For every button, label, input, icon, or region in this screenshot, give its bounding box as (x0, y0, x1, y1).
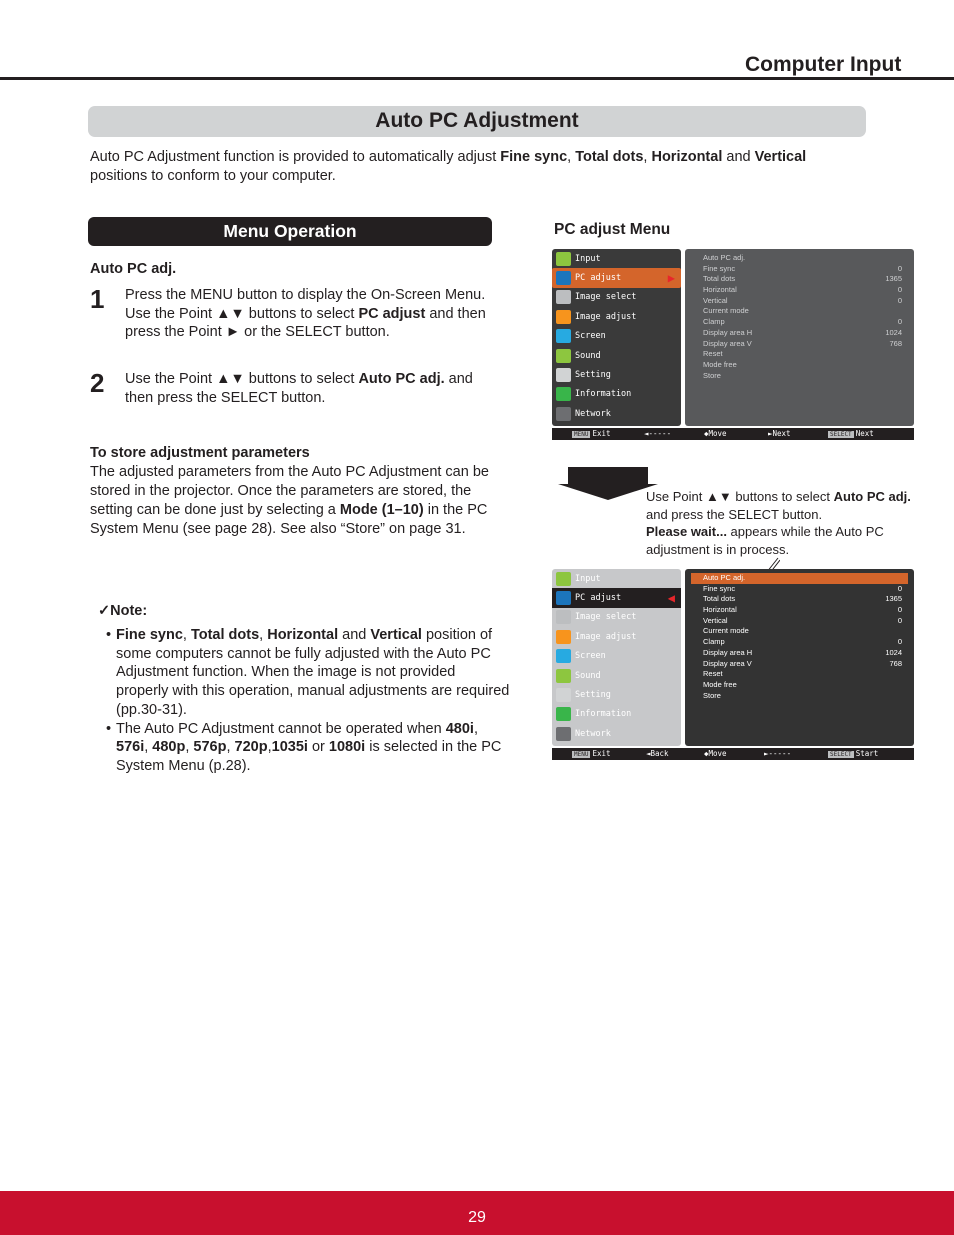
osd-row[interactable]: Display area H 1024 (703, 327, 902, 337)
image-adjust-icon (556, 310, 571, 324)
screen-icon (556, 329, 571, 343)
osd-row[interactable]: Display area H 1024 (703, 647, 902, 657)
osd-submenu (685, 249, 914, 426)
osd-row[interactable]: Current mode (703, 626, 749, 636)
store-parameters-block (90, 444, 505, 539)
network-icon (556, 407, 571, 421)
section-header: Computer Input (745, 53, 902, 76)
footer-bar (0, 1191, 954, 1235)
osd-move-hint: ◆Move (704, 749, 727, 758)
osd-row[interactable]: Mode free (703, 359, 737, 369)
osd-row[interactable]: Store (703, 690, 721, 700)
note-list (106, 626, 511, 776)
arrow-right-icon: ▶ (667, 271, 675, 286)
osd-row[interactable]: Mode free (703, 679, 737, 689)
osd-row-selected[interactable]: Auto PC adj. (691, 573, 908, 584)
pc-adjust-icon (556, 591, 571, 605)
osd-row[interactable]: Fine sync 0 (703, 583, 902, 593)
osd-menu-item-sound[interactable]: Sound (552, 666, 681, 685)
osd-menu-list (552, 249, 681, 426)
osd-select-hint: SELECT Start (830, 749, 879, 758)
osd-menu-item-image-select[interactable]: Image select (552, 608, 681, 627)
auto-pc-heading: Auto PC adj. (90, 261, 177, 277)
osd-menu-list (552, 569, 681, 746)
note-title: ✓Note: (98, 603, 148, 619)
page-title: Auto PC Adjustment (375, 109, 579, 132)
sound-icon (556, 349, 571, 363)
osd-menu-item-input[interactable]: Input (552, 249, 681, 268)
step-2-number: 2 (90, 368, 105, 398)
note-item: • The Auto PC Adjustment cannot be operated when 480i, 576i, 480p, 576p, 720p,1035i or 1080i is selected in the PC System Menu (p.28). (106, 720, 502, 774)
title-bar (88, 106, 866, 137)
header-rule (0, 77, 954, 80)
osd-back-hint: ◄----- (644, 429, 672, 438)
osd-menu-item-image-select[interactable]: Image select (552, 288, 681, 307)
setting-icon (556, 368, 571, 382)
osd-menu-item-image-adjust[interactable]: Image adjust (552, 307, 681, 326)
osd-row[interactable]: Horizontal 0 (703, 605, 902, 615)
intro-paragraph: Auto PC Adjustment function is provided to automatically adjust Fine sync, Total dots, Horizontal and Vertical positions to conform to your computer. (90, 149, 807, 184)
image-select-icon (556, 290, 571, 304)
step-1-text: Press the MENU button to display the On-Screen Menu. Use the Point ▲▼ buttons to select PC adjust and then press the Point ► or the SELECT button. (125, 287, 486, 340)
osd-row[interactable]: Fine sync 0 (703, 263, 902, 273)
osd-back-hint: ◄Back (646, 749, 669, 758)
step-1-number: 1 (90, 284, 105, 314)
osd-menu-item-input[interactable]: Input (552, 569, 681, 588)
menu-operation-title: Menu Operation (223, 221, 357, 241)
osd-row[interactable]: Display area V 768 (703, 658, 902, 668)
setting-icon (556, 688, 571, 702)
osd-exit-hint: MENU Exit (574, 429, 611, 438)
image-adjust-icon (556, 630, 571, 644)
osd-row[interactable]: Clamp 0 (703, 317, 902, 327)
osd-row[interactable]: Reset (703, 349, 723, 359)
screen-icon (556, 649, 571, 663)
osd-row[interactable]: Store (703, 370, 721, 380)
osd-menu-item-pc-adjust[interactable]: PC adjust ◀ (552, 588, 681, 607)
osd-row[interactable]: Reset (703, 669, 723, 679)
osd-guide-bar (552, 748, 914, 760)
osd-row[interactable]: Vertical 0 (703, 615, 902, 625)
osd-menu-item-network[interactable]: Network (552, 404, 681, 423)
osd-row[interactable]: Horizontal 0 (703, 285, 902, 295)
information-icon (556, 387, 571, 401)
store-heading: To store adjustment parameters (90, 445, 310, 461)
osd-row[interactable]: Total dots 1365 (703, 594, 902, 604)
osd-row[interactable]: Total dots 1365 (703, 274, 902, 284)
step-2-text: Use the Point ▲▼ buttons to select Auto PC adj. and then press the SELECT button. (125, 371, 473, 406)
image-select-icon (556, 610, 571, 624)
store-text: The adjusted parameters from the Auto PC Adjustment can be stored in the projector. Once the parameters are stored, the setting can be done just by selecting a Mode (1–10) in the PC System Menu (see page 28). See also “Store” on page 31. (90, 464, 489, 537)
osd-guide-bar (552, 428, 914, 440)
osd-screen-2 (552, 569, 914, 761)
osd-row[interactable]: Display area V 768 (703, 338, 902, 348)
arrow-left-icon: ◀ (667, 591, 675, 606)
pc-adjust-menu-label: PC adjust Menu (554, 221, 671, 238)
information-icon (556, 707, 571, 721)
osd-menu-item-screen[interactable]: Screen (552, 327, 681, 346)
osd-menu-item-information[interactable]: Information (552, 385, 681, 404)
osd-row[interactable]: Vertical 0 (703, 295, 902, 305)
menu-operation-bar (88, 217, 492, 246)
note-item: • Fine sync, Total dots, Horizontal and Vertical position of some computers cannot be fully adjusted with the Auto PC Adjustment function. When the image is not provided properly with this operation, manual adjustments are required (pp.30-31). (106, 627, 510, 718)
input-icon (556, 252, 571, 266)
osd-next-hint: ►----- (764, 749, 792, 758)
osd-menu-item-sound[interactable]: Sound (552, 346, 681, 365)
osd-menu-item-information[interactable]: Information (552, 705, 681, 724)
osd-screen-1 (552, 249, 914, 441)
pc-adjust-icon (556, 271, 571, 285)
osd-submenu (685, 569, 914, 746)
osd-menu-item-network[interactable]: Network (552, 724, 681, 743)
osd-move-hint: ◆Move (704, 429, 727, 438)
osd-select-hint: SELECT Next (830, 429, 874, 438)
osd-exit-hint: MENU Exit (574, 749, 611, 758)
osd-menu-item-screen[interactable]: Screen (552, 647, 681, 666)
down-arrow-icon (558, 467, 658, 500)
osd-menu-item-setting[interactable]: Setting (552, 685, 681, 704)
input-icon (556, 572, 571, 586)
osd-next-hint: ►Next (768, 429, 791, 438)
osd-row[interactable]: Auto PC adj. (703, 253, 746, 262)
osd-menu-item-image-adjust[interactable]: Image adjust (552, 627, 681, 646)
osd-menu-item-setting[interactable]: Setting (552, 365, 681, 384)
osd-row[interactable]: Clamp 0 (703, 637, 902, 647)
caption: Use Point ▲▼ buttons to select Auto PC adj. and press the SELECT button. Please wait... appears while the Auto PC adjustment is in process. (646, 489, 911, 557)
page-number: 29 (468, 1209, 486, 1226)
osd-row[interactable]: Current mode (703, 306, 749, 316)
sound-icon (556, 669, 571, 683)
osd-menu-item-pc-adjust[interactable]: PC adjust ▶ (552, 268, 681, 287)
network-icon (556, 727, 571, 741)
